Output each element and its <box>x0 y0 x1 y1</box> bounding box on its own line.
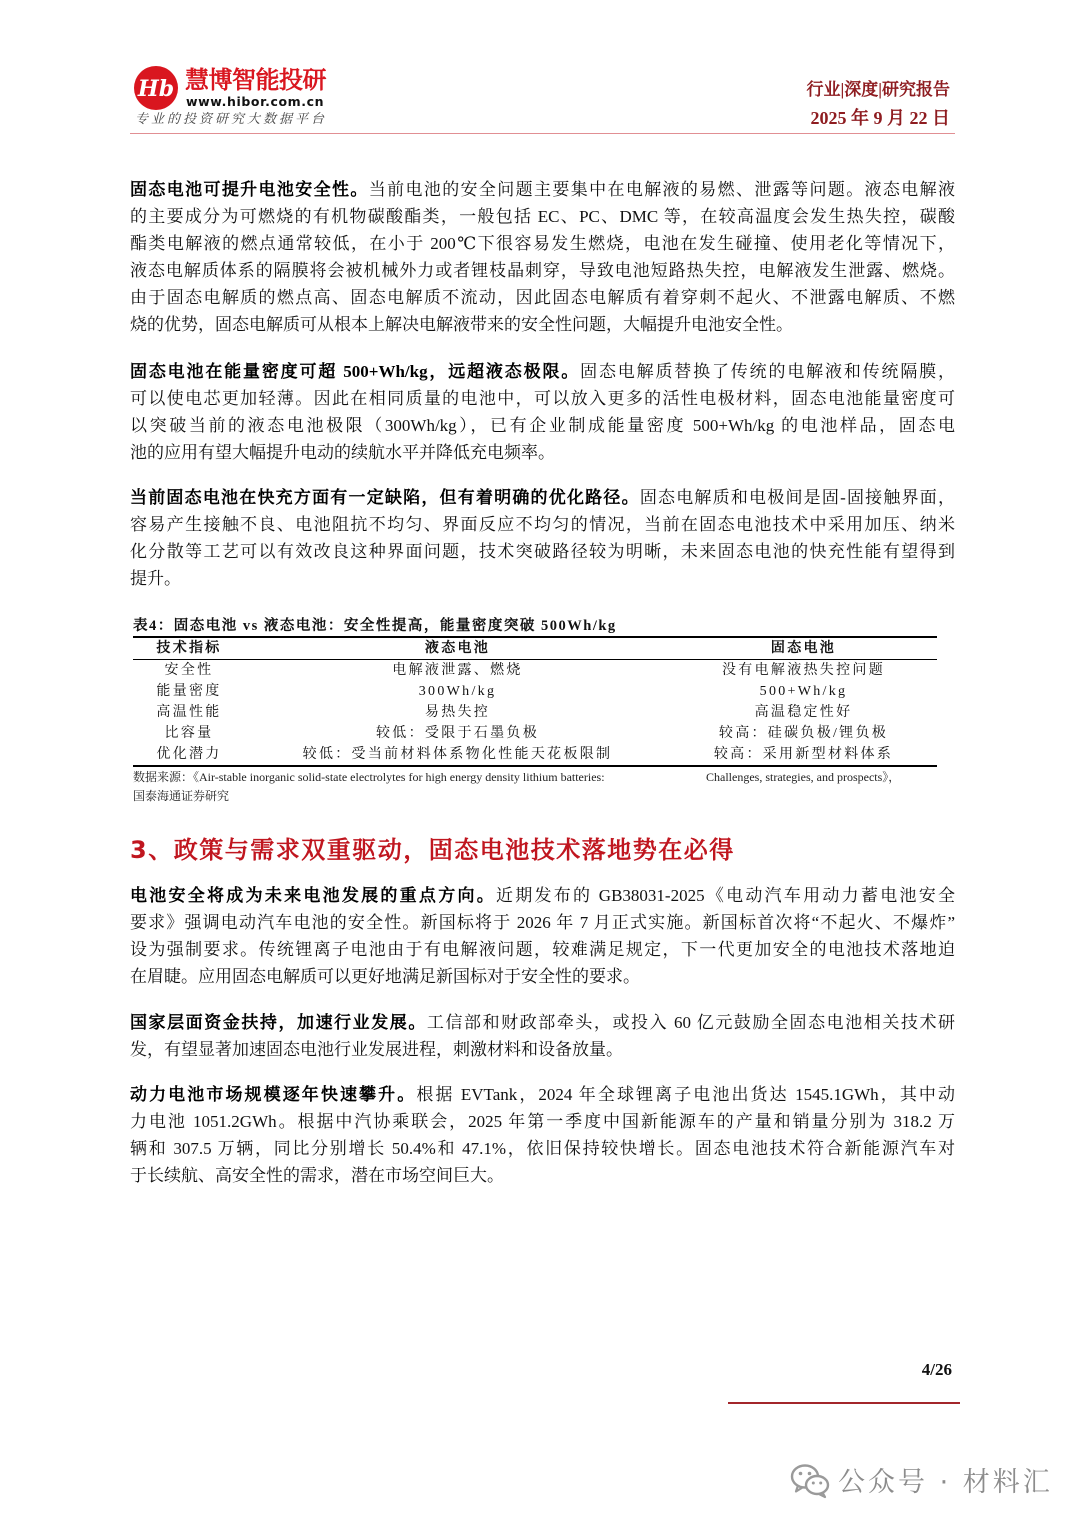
wechat-icon <box>790 1463 830 1499</box>
header-divider <box>130 133 955 134</box>
table-cell: 能量密度 <box>156 684 222 699</box>
paragraph-national-funding <box>130 1009 955 1063</box>
table-cell: 优化潜力 <box>156 747 222 762</box>
source-text: 数据来源：《Air-stable inorganic solid-state electrolytes for high energy density lithium batteries: <box>133 770 605 784</box>
paragraph-fast-charging <box>130 484 955 592</box>
page-number: 4/26 <box>921 1360 952 1379</box>
text-line <box>130 1009 955 1036</box>
text-line: 液态电解质体系的隔膜将会被机械外力或者锂枝晶刺穿，导致电池短路热失控，电解液发生泄露、燃烧。 <box>130 261 955 280</box>
text-span: 根据 EVTank，2024 年全球锂离子电池出货达 1545.1GWh，其中动 <box>416 1085 955 1104</box>
paragraph-market-size <box>130 1081 955 1189</box>
logo-slogan: 专业的投资研究大数据平台 <box>135 111 328 126</box>
text-line: 由于固态电解质的燃点高、固态电解质不流动，因此固态电解质有着穿刺不起火、不泄露电解质、不燃 <box>130 288 955 307</box>
footer-divider <box>728 1402 960 1404</box>
table-source <box>133 768 937 806</box>
table-row <box>133 681 937 702</box>
paragraph-lead: 国家层面资金扶持，加速行业发展。 <box>130 1013 427 1032</box>
table-cell: 较高：硅碳负极/锂负极 <box>718 726 889 741</box>
source-line: 国泰海通证券研究 <box>133 789 230 803</box>
paragraph-safety <box>130 176 955 338</box>
table-cell: 易热失控 <box>424 705 491 720</box>
text-line <box>130 176 955 203</box>
table-cell: 高温性能 <box>156 705 222 720</box>
table-cell: 比容量 <box>164 726 214 741</box>
table-cell: 高温稳定性好 <box>754 705 853 720</box>
logo-name: 慧博智能投研 <box>185 66 326 94</box>
report-date: 2025 年 9 月 22 日 <box>810 108 950 128</box>
text-span: 近期发布的 GB38031-2025《电动汽车用动力蓄电池安全 <box>495 886 955 905</box>
table-row <box>133 702 937 723</box>
paragraph-safety-standard <box>130 882 955 990</box>
text-line <box>130 484 955 511</box>
watermark-text: 公众号 · 材料汇 <box>838 1467 1053 1498</box>
source-line <box>133 768 937 787</box>
table-header-row <box>133 637 937 660</box>
text-line: 辆和 307.5 万辆，同比分别增长 50.4%和 47.1%，依旧保持较快增长。固态电池技术符合新能源汽车对 <box>130 1139 955 1158</box>
column-header: 技术指标 <box>133 637 245 660</box>
table-cell: 300Wh/kg <box>418 684 497 699</box>
comparison-table <box>133 636 937 767</box>
text-line: 设为强制要求。传统锂离子电池由于有电解液问题，较难满足规定，下一代更加安全的电池技术落地迫 <box>130 940 955 959</box>
logo-mark-text: Hb <box>137 76 175 102</box>
text-line: 提升。 <box>130 569 181 588</box>
section-heading: 3、政策与需求双重驱动，固态电池技术落地势在必得 <box>130 836 735 864</box>
source-text: Challenges, strategies, and prospects》， <box>706 770 901 784</box>
table-row <box>133 744 937 766</box>
table-cell: 较低：受当前材料体系物化性能天花板限制 <box>302 747 613 762</box>
hibor-logo-icon <box>133 65 179 111</box>
paragraph-lead: 电池安全将成为未来电池发展的重点方向。 <box>130 886 496 905</box>
table-cell: 较高：采用新型材料体系 <box>713 747 894 762</box>
text-line: 以突破当前的液态电池极限（300Wh/kg），已有企业制成能量密度 500+Wh/kg 的电池样品，固态电 <box>130 416 955 435</box>
column-header: 液态电池 <box>245 637 670 660</box>
paragraph-lead: 动力电池市场规模逐年快速攀升。 <box>130 1085 417 1104</box>
text-line: 池的应用有望大幅提升电动的续航水平并降低充电频率。 <box>130 443 555 462</box>
text-line: 化分散等工艺可以有效改良这种界面问题，技术突破路径较为明晰，未来固态电池的快充性能有望得到 <box>130 542 955 561</box>
report-type: 行业|深度|研究报告 <box>806 80 950 99</box>
text-line: 发，有望显著加速固态电池行业发展进程，刺激材料和设备放量。 <box>130 1040 623 1059</box>
text-span: 固态电解质和电极间是固-固接触界面， <box>639 488 955 507</box>
text-line <box>130 1081 955 1108</box>
table-cell: 较低：受限于石墨负极 <box>376 726 539 741</box>
logo-url: www.hibor.com.cn <box>186 94 325 109</box>
paragraph-lead: 固态电池可提升电池安全性。 <box>130 180 369 199</box>
table-row <box>133 660 937 682</box>
text-line: 可以使电芯更加轻薄。因此在相同质量的电池中，可以放入更多的活性电极材料，固态电池能量密度可 <box>130 389 955 408</box>
text-line: 容易产生接触不良、电池阻抗不均匀、界面反应不均匀的情况，当前在固态电池技术中采用加压、纳米 <box>130 515 955 534</box>
text-span: 工信部和财政部牵头，或投入 60 亿元鼓励全固态电池相关技术研 <box>426 1013 956 1032</box>
text-line: 在眉睫。应用固态电解质可以更好地满足新国标对于安全性的要求。 <box>130 967 640 986</box>
text-span: 固态电解质替换了传统的电解液和传统隔膜， <box>580 362 955 381</box>
paragraph-lead: 当前固态电池在快充方面有一定缺陷，但有着明确的优化路径。 <box>130 488 640 507</box>
table-row <box>133 723 937 744</box>
text-line <box>130 358 955 385</box>
table-cell: 没有电解液热失控问题 <box>722 663 885 678</box>
text-line: 的主要成分为可燃烧的有机物碳酸酯类，一般包括 EC、PC、DMC 等，在较高温度会发生热失控，碳酸 <box>130 207 955 226</box>
table-cell: 安全性 <box>164 663 214 678</box>
text-line: 于长续航、高安全性的需求，潜在市场空间巨大。 <box>130 1166 504 1185</box>
table-cell: 电解液泄露、燃烧 <box>392 663 523 678</box>
table-caption: 表4：固态电池 vs 液态电池：安全性提高，能量密度突破 500Wh/kg <box>133 618 617 634</box>
text-span: 当前电池的安全问题主要集中在电解液的易燃、泄露等问题。液态电解液 <box>368 180 956 199</box>
text-line: 烧的优势，固态电解质可从根本上解决电解液带来的安全性问题，大幅提升电池安全性。 <box>130 315 793 334</box>
table-cell: 500+Wh/kg <box>759 684 848 699</box>
text-line <box>130 882 955 909</box>
paragraph-lead: 固态电池在能量密度可超 500+Wh/kg，远超液态极限。 <box>130 362 581 381</box>
paragraph-energy-density <box>130 358 955 466</box>
text-line: 力电池 1051.2GWh。根据中汽协乘联会，2025 年第一季度中国新能源车的产量和销量分别为 318.2 万 <box>130 1112 955 1131</box>
text-line: 酯类电解液的燃点通常较低，在小于 200℃下很容易发生燃烧，电池在发生碰撞、使用老化等情况下， <box>130 234 955 253</box>
text-line: 要求》强调电动汽车电池的安全性。新国标将于 2026 年 7 月正式实施。新国标首次将“不起火、不爆炸” <box>130 913 955 932</box>
column-header: 固态电池 <box>670 637 937 660</box>
